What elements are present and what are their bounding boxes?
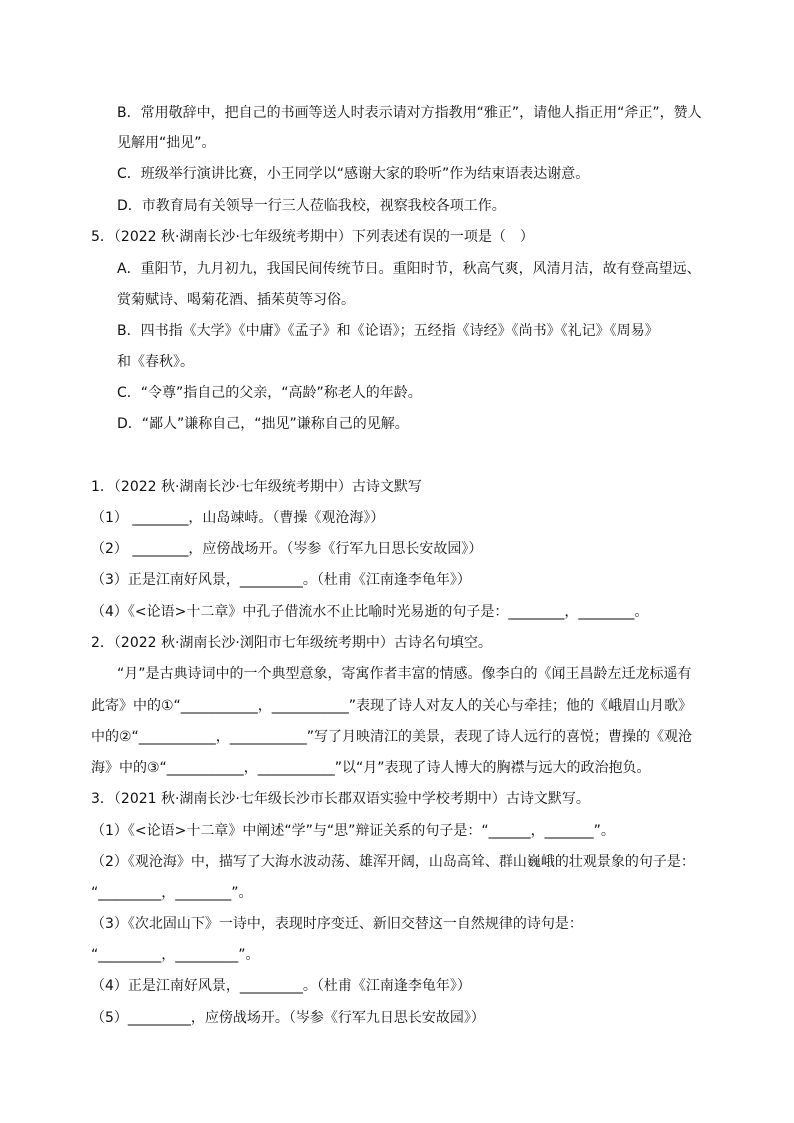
- q5-option-d: D．“鄙人”谦称自己，“拙见”谦称自己的见解。: [117, 416, 409, 432]
- q5-option-a-line2: 赏菊赋诗、喝菊花酒、插茱萸等习俗。: [117, 292, 355, 308]
- p2-q3-item-2-answer: “_________，________”。: [91, 885, 253, 901]
- p2-q2-para-line2: 此寄》中的①“___________，___________”表现了诗人对友人的关心与牵挂；他的《峨眉山月歌》: [91, 698, 693, 714]
- p2-q3-item-5: （5）_________，应傍战场开。（岑参《行军九日思长安故园》）: [91, 1010, 485, 1026]
- p2-q2-para-line4: 海》中的③“___________，___________”以“月”表现了诗人博大的胸襟与远大的政治抱负。: [91, 760, 651, 776]
- p2-q1-item-2: （2） ________，应傍战场开。（岑参《行军九日思长安故园》）: [91, 541, 483, 557]
- q4-option-c: C．班级举行演讲比赛，小王同学以“感谢大家的聆听”作为结束语表达谢意。: [117, 166, 590, 182]
- p2-q2-stem: 2．（2022 秋·湖南长沙·浏阳市七年级统考期中）古诗名句填空。: [91, 635, 492, 651]
- p2-q1-item-4: （4）《<论语>十二章》中孔子借流水不止比喻时光易逝的句子是：________，________。: [91, 604, 649, 620]
- p2-q3-stem: 3．（2021 秋·湖南长沙·七年级长沙市长郡双语实验中学校考期中）古诗文默写。: [91, 791, 590, 807]
- p2-q3-item-2: （2）《观沧海》中，描写了大海水波动荡、雄浑开阔，山岛高耸、群山巍峨的壮观景象的句子是：: [91, 854, 695, 870]
- p2-q3-item-4: （4）正是江南好风景，_________。（杜甫《江南逢李龟年》）: [91, 978, 471, 994]
- q5-option-c: C．“令尊”指自己的父亲，“高龄”称老人的年龄。: [117, 385, 422, 401]
- p2-q2-para-line1: “月”是古典诗词中的一个典型意象，寄寓作者丰富的情感。像李白的《闻王昌龄左迁龙标遥有: [117, 666, 692, 682]
- p2-q1-item-1: （1） ________，山岛竦峙。（曹操《观沧海》）: [91, 510, 385, 526]
- p2-q3-item-1: （1）《<论语>十二章》中阐述“学”与“思”辩证关系的句子是：“______，_______”。: [91, 823, 615, 839]
- q5-option-b-line1: B．四书指《大学》《中庸》《孟子》和《论语》；五经指《诗经》《尚书》《礼记》《周易》: [117, 323, 659, 339]
- q4-option-b-line2: 见解用“拙见”。: [117, 135, 216, 151]
- q5-option-a-line1: A．重阳节，九月初九，我国民间传统节日。重阳时节，秋高气爽，风清月洁，故有登高望远、: [117, 261, 701, 277]
- p2-q3-item-3: （3）《次北固山下》一诗中，表现时序变迁、新旧交替这一自然规律的诗句是：: [91, 916, 583, 932]
- p2-q1-stem: 1．（2022 秋·湖南长沙·七年级统考期中）古诗文默写: [91, 479, 422, 495]
- q5-stem: 5．（2022 秋·湖南长沙·七年级统考期中）下列表述有误的一项是（ ）: [91, 229, 534, 245]
- p2-q2-para-line3: 中的②“___________，___________”写了月映清江的美景，表现了诗人远行的喜悦；曹操的《观沧: [91, 729, 693, 745]
- q5-option-b-line2: 和《春秋》。: [117, 354, 194, 370]
- p2-q3-item-3-answer: “_________，_________”。: [91, 947, 260, 963]
- p2-q1-item-3: （3）正是江南好风景，_________。（杜甫《江南逢李龟年》）: [91, 572, 471, 588]
- q4-option-b-line1: B．常用敬辞中，把自己的书画等送人时表示请对方指教用“雅正”，请他人指正用“斧正”，赞人: [117, 105, 702, 121]
- q4-option-d: D．市教育局有关领导一行三人莅临我校，视察我校各项工作。: [117, 198, 506, 214]
